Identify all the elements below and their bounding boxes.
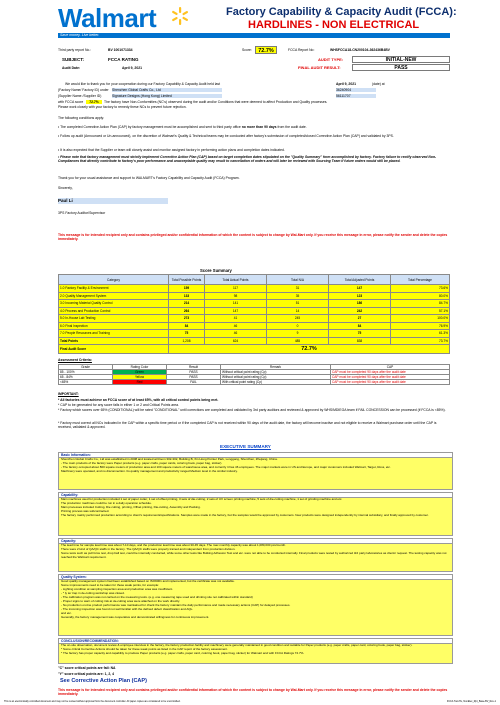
score-label: Score: xyxy=(242,48,252,52)
important-title: IMPORTANT: xyxy=(58,392,79,396)
score-value: 72.7% xyxy=(255,46,277,54)
intro-score: 72.7% xyxy=(86,100,102,104)
col-percentage: Total Percentage xyxy=(391,275,450,285)
exec-quality-system: Quality System: Good quality management system had been established based on ISO9001 and implemented, but the certificate was not available. Some improvements need to be taken for these weak points, for example: - Lighting condition at sampling inspection area and production area was insufficient. - * ly ter trap in de-cutting workshop was closed. - The calibration program was not carried on the measuring tools. (e.g. one measuring tape used and drinking site not calibrated within standard) - Proper signs to warn of cutting risk at de-cutting area were attached on the work directly. - No production on-line product performance was maintained for check the factory maintain the daily performance and made necessary actions (CAP) for delayed processes. - The incoming inspection was found not well familiar with the defined defect classification and AQL. and etc. Generally, the factory management was cooperative and demonstrated willingness for continuous improvement. xyxy=(58,574,453,636)
col-possible: Total Possible Points xyxy=(169,275,205,285)
col-na: Total N/A xyxy=(267,275,329,285)
audit-date-value: April 9, 2021 xyxy=(122,66,142,70)
table-row: 85 - 100% Green PASS Without critical point rating (Cp) CAP must be completed 90 days after the audit date xyxy=(59,370,450,375)
assessment-title: Assessment Criteria: xyxy=(58,358,92,362)
walmart-wordmark: Walmart xyxy=(58,3,157,33)
final-result-label: FINAL AUDIT RESULT: xyxy=(298,65,341,70)
total-row: Total Points 1,208 624 485 838 73.7% xyxy=(60,338,448,343)
report-title: Factory Capability & Capacity Audit (FCCA): xyxy=(226,6,457,18)
intro-date-at: (date) at xyxy=(372,82,385,86)
footer-left: This is an electronically controlled document and may not be revised without approval from the document controller. All paper copies are considered to be uncontrolled. xyxy=(4,700,181,703)
important-line4: * Factory must correct all NCs indicated in the CAP within a specific time period or if the completed CAP is not received within 90 days of the audit date, the factory will become inactive and not eligible to receive a Walmart purchase order until the CAP is received, validated & approved. xyxy=(58,421,437,430)
supplier-id: 56111707 xyxy=(336,94,376,98)
exec-conclusion: CONCLUSION/RECOMMENDATION: The on-site observation, document review & employee interview in the factory, the factory production facility and machinery were generally maintained in good condition and suitable for Paper products (e.g. paper crafts, paper card, coloring book, paper bag, sticker). * Some critical Corrective Actions should be taken for these weak points as listed in the CAP report of the factory assessment. * The factory has proper capacity and capability to produce Paper products (e.g. paper crafts, paper card, coloring book, paper bag, sticker) for Walmart and with FCCA Ratings 72.7%. xyxy=(58,638,453,664)
factory-value: Shenzhen Global Crafts Co., Ltd xyxy=(112,88,222,92)
executive-summary-title: EXECUTIVE SUMMARY xyxy=(220,444,271,449)
signer-title: 3PS Factory Auditor/Supervisor xyxy=(58,211,106,215)
confidential-notice-top: This message is for intended recipient only and contains privileged and/or confidential information of which the content is subject to change by Wal-Mart only. If you receive this message in error, please notify the sender and delete the copies immediately. xyxy=(58,233,448,242)
cp-sections: "Y" score critical points are: 1, 2, 4 xyxy=(58,672,115,676)
subject-label: SUBJECT: xyxy=(62,57,85,62)
score-suffix: The factory have Non-Conformities (NC's) observed during the audit and/or Conditions that were deemed to affect Production and Quality processes. xyxy=(104,100,328,104)
supplier-label: (Supplier Name /Supplier ID) xyxy=(58,94,102,98)
audit-date-label: Audit Date: xyxy=(62,66,81,70)
thanks-line: Thank you for your usual assistance and support to WALMART's Factory Capability and Capacity Audit (FCCA) Program. xyxy=(58,176,240,180)
table-row: 1.0 Factory Facility & Environment 159 117 31 147 73.6% xyxy=(60,286,448,291)
signer-name: Paul Li xyxy=(58,198,168,204)
col-adjusted: Total Adjusted Points xyxy=(329,275,391,285)
score-prefix: with FCCA score xyxy=(58,100,84,104)
follow-actions: The following conditions apply: xyxy=(58,116,105,120)
table-row: 4.0 Process and Production Control 264 147 14 242 57.1% xyxy=(60,308,448,313)
confidential-notice-bottom: This message is for intended recipient only and contains privileged and/or confidential information of which the content is subject to change by Wal-Mart only. If you receive this message in error, please notify the sender and delete the copies immediately. xyxy=(58,688,448,697)
refer-line: Please work closely with your factory to remedy these NCs to prevent future rejection. xyxy=(58,105,187,109)
tagline: Save money. Live better. xyxy=(60,33,100,37)
factory-id: 36240904 xyxy=(336,88,376,92)
table-row: 2.0 Quality Management System 133 98 35 123 80.0% xyxy=(60,293,448,298)
audit-type-value: INITIAL-NEW xyxy=(352,56,450,63)
intro-line1: We would like to thank you for your cooperation during our Factory Capability & Capacity Audit held last xyxy=(65,82,221,86)
exec-capability: Capability: Main machines used for production included 1 set of paper cutter, 1 set of offset printing, 3 sets of die-cutting, 2 sets of UV screen printing machine, 5 sets of die-cutting machine, 1 set of grinding machine and etc. The production machines could be run in a daily operation schedule. Main processes included Cutting, Die cutting, printing, Offset printing, Die-cutting, Assembly and Packing. Printing process was subcontracted. The factory mainly performed production according to client's requirements/specifications. Samples were made in the factory, but the samples would be approved by customers. New products were designed independently by internal subsidiary, and finally approved by customer. xyxy=(58,492,453,536)
fcca-report-value: WHSFCCA18-CN200104-362436B4BV xyxy=(330,48,390,52)
col-actual: Total Actual Points xyxy=(205,275,267,285)
score-summary-title: Score Summary xyxy=(200,268,232,273)
footer-right: FCCA Tool-HL, NonElec_Rpt_Base-BV_Rev-1 xyxy=(446,700,496,703)
exec-capacity: Capacity: The lead time for sample lead time was about 7-10 days, and the production lead time was about 30-45 days. The max monthly capacity was about 1,080,000 pcs/month. There were 2 kind of QA/QC staffs in the factory. The QA/QC staffs were properly trained and independent from production division. Some tests such as pull force test, drop ball test, could be internally conducted, while some other tests like Bulking Adhesion Test and etc. were not able to be conducted internally. Final products were tested by authorized 3rd party laboratories as clients' request. The testing capacity was not reached the Walmart requirement. xyxy=(58,538,453,572)
table-row: 7.0 People Resources and Training 75 46 9 75 61.3% xyxy=(60,331,448,336)
exec-basic-info: Basic Information: Shenzhen Global Crafts Co., Ltd was established in 2008 and located at Room 302-302, Building B, Xin Hong Pointer Park, Longgang, Shenzhen, Zhejiang, China. - The main products of the factory were Paper products (e.g. paper crafts, paper cards, coloring book, paper bag, sticker). - The factory occupied about 800 square meters of production area and 100 square meters of warehouse area, and currently it has 46 employees. The major markets were in US and Europe, and major customers included Walmart, Target, Ross, etc. Machinery were operated, and no disconnection. Its quality management and productivity ranged Medium level in the similar industry. xyxy=(58,452,453,490)
bullet-2: • Follow up audit (Announced or Un-announced), on the discretion of Walmart's Quality & Technical teams may be conducted after factory's submission of completed/closed Corrective Action Plan (CAP) and validated by 3PS. xyxy=(58,134,394,138)
table-row: 6.0 Final Inspection 84 46 0 84 76.9% xyxy=(60,323,448,328)
factory-label: (Factory Name/ Factory ID) under xyxy=(58,88,109,92)
sincerely: Sincerely, xyxy=(58,186,73,190)
third-party-label: Third party report No.: xyxy=(58,48,92,52)
subject-value: FCCA RATING xyxy=(108,57,139,62)
bullet-4: • Please note that factory management must strictly implement Corrective Action Plan (CAP) based on target completion dates stipulated on the "Quality Summary" form accomplished by factory. Factory failure to rectify observed Non-Compliances that directly contribute to factory's poor performance and unacceptable quality may result to cancellation of orders and will later be reviewed with Sourcing Team if future orders would still be placed. xyxy=(58,155,437,164)
final-score-row: Final Audit Score 72.7% xyxy=(59,345,450,354)
important-line3: * Factory which scores over 65% (CONDITIONAL) will be rated "CONDITIONAL" until corrections are completed and validated by 3rd party auditors and reviewed & approved by WHS/MDIEGA team if FAIL CONCESSION can be processed (if FCCA is <85%). xyxy=(58,408,446,412)
audit-type-label: AUDIT TYPE: xyxy=(318,57,344,62)
bullet-1: • The completed Corrective Action Plan (CAP) by factory management must be accomplished and sent to third party office no more than 90 days from the audit date. xyxy=(58,125,307,129)
table-row: 5.0 In-House Lab Testing 273 41 245 27 100.0% xyxy=(60,316,448,321)
score-summary-table xyxy=(58,274,450,354)
supplier-value: Signature Designs (Hong Kong) Limited xyxy=(112,94,222,98)
table-row: 65 - 84% Yellow PASS Without critical point rating (Cp) CAP must be completed 90 days after the audit date xyxy=(59,375,450,380)
important-line2: * CAP to be generated for any score falls in either 1 or 2 and Critical Points area. xyxy=(58,403,179,407)
intro-audit-date: April 9, 2021 xyxy=(336,82,356,86)
fcca-report-label: FCCA Report No: xyxy=(288,48,315,52)
walmart-logo xyxy=(58,4,188,32)
third-party-value: BV 1001071334 xyxy=(108,48,133,52)
important-line1: * All factories must achieve an FCCA score of at least 65%, with all critical control points being met. xyxy=(58,398,219,402)
col-category: Category xyxy=(59,275,169,285)
cp-failed: "C" score critical points are fail: NA xyxy=(58,666,116,670)
assessment-table: Grade Rating Color Result Remark CAP 85 - 100% Green PASS Without critical point rating (Cp) CAP must be completed 90 days after the audit date 65 - 84% Yellow PASS Without critical point rating (Cp) CAP must be completed 90 days after the audit date <65% Red FAIL With critical point rating (Cp) CAP must be completed 90 days after the audit date xyxy=(58,364,450,385)
final-result-value: PASS xyxy=(352,64,450,71)
spark-icon xyxy=(170,6,190,26)
tagline-bar xyxy=(58,33,450,38)
table-row: <65% Red FAIL With critical point rating (Cp) CAP must be completed 90 days after the audit date xyxy=(59,380,450,385)
bullet-3: • It is also expected that the Supplier or team will closely assist and monitor assigned factory in performing action plans and completion dates indicated. xyxy=(58,148,285,152)
report-subtitle: HARDLINES - NON ELECTRICAL xyxy=(248,19,420,31)
table-row: 3.0 Incoming Material Quality Control 214 141 51 186 84.7% xyxy=(60,301,448,306)
cap-link[interactable]: See Corrective Action Plan (CAP) xyxy=(60,678,147,684)
